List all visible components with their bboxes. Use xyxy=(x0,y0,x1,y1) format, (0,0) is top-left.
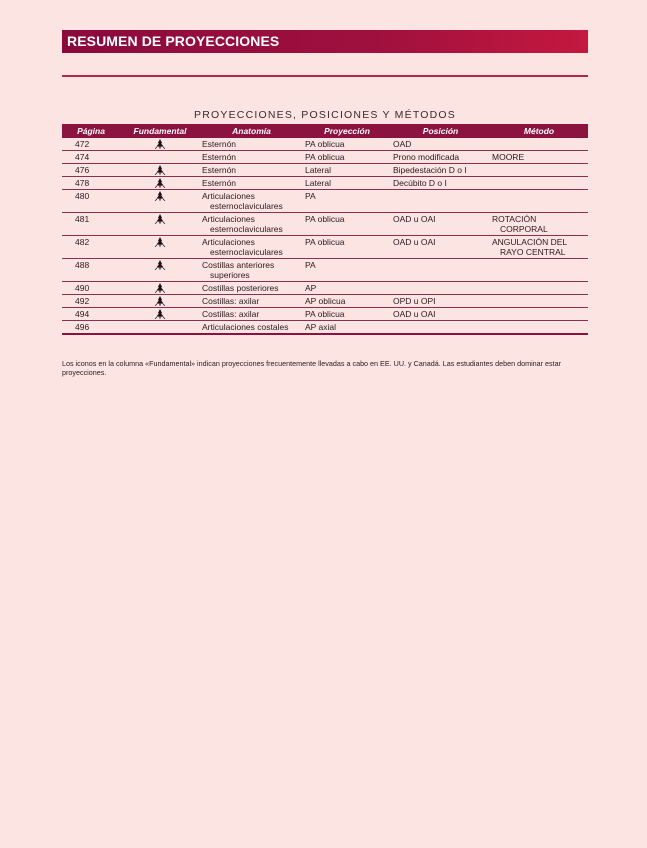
cell-page: 476 xyxy=(62,164,120,177)
column-header-page: Página xyxy=(62,124,120,138)
cell-method xyxy=(490,177,588,190)
cell-method xyxy=(490,259,588,282)
anatomy-line: Esternón xyxy=(202,139,237,149)
fundamental-icon xyxy=(154,214,166,224)
column-header-projection: Proyección xyxy=(303,124,391,138)
cell-projection: AP xyxy=(303,282,391,295)
cell-fundamental xyxy=(120,213,200,236)
table-row xyxy=(62,151,588,164)
fundamental-icon xyxy=(154,237,166,247)
cell-position: OAD u OAI xyxy=(391,213,490,236)
cell-method xyxy=(490,236,588,259)
table-row xyxy=(62,259,588,282)
cell-anatomy xyxy=(200,213,303,236)
table-title: PROYECCIONES, POSICIONES Y MÉTODOS xyxy=(194,109,456,121)
cell-fundamental xyxy=(120,295,200,308)
cell-fundamental xyxy=(120,321,200,335)
anatomy-line: Costillas: axilar xyxy=(202,309,260,319)
projections-table xyxy=(62,124,588,335)
anatomy-line: esternoclaviculares xyxy=(210,224,283,234)
cell-anatomy xyxy=(200,236,303,259)
anatomy-line: esternoclaviculares xyxy=(210,247,283,257)
anatomy-line: Articulaciones xyxy=(202,214,255,224)
cell-anatomy xyxy=(200,282,303,295)
method-line: RAYO CENTRAL xyxy=(500,247,566,257)
anatomy-line: Costillas posteriores xyxy=(202,283,279,293)
anatomy-line: Articulaciones xyxy=(202,237,255,247)
cell-position: OAD xyxy=(391,138,490,151)
cell-position: Prono modificada xyxy=(391,151,490,164)
cell-page: 490 xyxy=(62,282,120,295)
anatomy-line: Esternón xyxy=(202,178,237,188)
cell-page: 492 xyxy=(62,295,120,308)
method-line: ANGULACIÓN DEL xyxy=(492,237,568,247)
cell-projection: Lateral xyxy=(303,164,391,177)
cell-position: Bipedestación D o I xyxy=(391,164,490,177)
cell-method xyxy=(490,138,588,151)
cell-position: OAD u OAI xyxy=(391,236,490,259)
cell-page: 472 xyxy=(62,138,120,151)
fundamental-icon xyxy=(154,283,166,293)
cell-fundamental xyxy=(120,190,200,213)
method-line: MOORE xyxy=(492,152,525,162)
cell-method xyxy=(490,321,588,335)
anatomy-line: Costillas anteriores xyxy=(202,260,275,270)
method-line: CORPORAL xyxy=(500,224,548,234)
cell-position xyxy=(391,190,490,213)
cell-projection: PA xyxy=(303,259,391,282)
cell-fundamental xyxy=(120,138,200,151)
cell-method xyxy=(490,213,588,236)
cell-projection: PA oblicua xyxy=(303,308,391,321)
cell-method xyxy=(490,151,588,164)
cell-anatomy xyxy=(200,151,303,164)
page-title: RESUMEN DE PROYECCIONES xyxy=(62,30,588,53)
cell-anatomy xyxy=(200,164,303,177)
cell-projection: PA xyxy=(303,190,391,213)
anatomy-line: Esternón xyxy=(202,152,237,162)
fundamental-icon xyxy=(154,178,166,188)
cell-projection: AP axial xyxy=(303,321,391,335)
table-row xyxy=(62,138,588,151)
fundamental-icon xyxy=(154,260,166,270)
anatomy-line: Costillas: axilar xyxy=(202,296,260,306)
cell-page: 480 xyxy=(62,190,120,213)
table-row xyxy=(62,295,588,308)
cell-anatomy xyxy=(200,259,303,282)
cell-fundamental xyxy=(120,164,200,177)
method-line: ROTACIÓN xyxy=(492,214,537,224)
cell-anatomy xyxy=(200,177,303,190)
cell-method xyxy=(490,282,588,295)
table-row xyxy=(62,308,588,321)
fundamental-icon xyxy=(154,139,166,149)
cell-position xyxy=(391,282,490,295)
cell-anatomy xyxy=(200,190,303,213)
anatomy-line: Esternón xyxy=(202,165,237,175)
cell-page: 481 xyxy=(62,213,120,236)
divider xyxy=(62,75,588,77)
fundamental-icon xyxy=(154,191,166,201)
cell-anatomy xyxy=(200,295,303,308)
cell-projection: PA oblicua xyxy=(303,151,391,164)
table-row xyxy=(62,213,588,236)
table-row xyxy=(62,321,588,335)
cell-fundamental xyxy=(120,308,200,321)
cell-projection: Lateral xyxy=(303,177,391,190)
cell-position: OAD u OAI xyxy=(391,308,490,321)
cell-anatomy xyxy=(200,308,303,321)
anatomy-line: superiores xyxy=(210,270,250,280)
cell-page: 494 xyxy=(62,308,120,321)
cell-page: 478 xyxy=(62,177,120,190)
table-row xyxy=(62,177,588,190)
cell-fundamental xyxy=(120,151,200,164)
cell-page: 488 xyxy=(62,259,120,282)
cell-projection: AP oblicua xyxy=(303,295,391,308)
table-row xyxy=(62,282,588,295)
table-row xyxy=(62,164,588,177)
cell-position xyxy=(391,259,490,282)
cell-method xyxy=(490,295,588,308)
anatomy-line: esternoclaviculares xyxy=(210,201,283,211)
anatomy-line: Articulaciones xyxy=(202,191,255,201)
cell-method xyxy=(490,308,588,321)
cell-fundamental xyxy=(120,177,200,190)
cell-projection: PA oblicua xyxy=(303,236,391,259)
cell-page: 474 xyxy=(62,151,120,164)
table-header-row xyxy=(62,124,588,138)
footnote: Los iconos en la columna «Fundamental» indican proyecciones frecuentemente llevadas a cabo en EE. UU. y Canadá. Las estudiantes deben dominar estar proyecciones. xyxy=(62,359,562,377)
cell-position xyxy=(391,321,490,335)
table-row xyxy=(62,190,588,213)
fundamental-icon xyxy=(154,296,166,306)
table-row xyxy=(62,236,588,259)
cell-anatomy xyxy=(200,138,303,151)
cell-method xyxy=(490,190,588,213)
cell-position: Decúbito D o I xyxy=(391,177,490,190)
cell-projection: PA oblicua xyxy=(303,213,391,236)
column-header-position: Posición xyxy=(391,124,490,138)
column-header-fundamental: Fundamental xyxy=(120,124,200,138)
cell-anatomy xyxy=(200,321,303,335)
cell-fundamental xyxy=(120,236,200,259)
cell-page: 482 xyxy=(62,236,120,259)
cell-page: 496 xyxy=(62,321,120,335)
cell-projection: PA oblicua xyxy=(303,138,391,151)
cell-fundamental xyxy=(120,282,200,295)
fundamental-icon xyxy=(154,165,166,175)
fundamental-icon xyxy=(154,309,166,319)
cell-fundamental xyxy=(120,259,200,282)
cell-method xyxy=(490,164,588,177)
column-header-method: Método xyxy=(490,124,588,138)
column-header-anatomy: Anatomía xyxy=(200,124,303,138)
anatomy-line: Articulaciones costales xyxy=(202,322,289,332)
cell-position: OPD u OPI xyxy=(391,295,490,308)
